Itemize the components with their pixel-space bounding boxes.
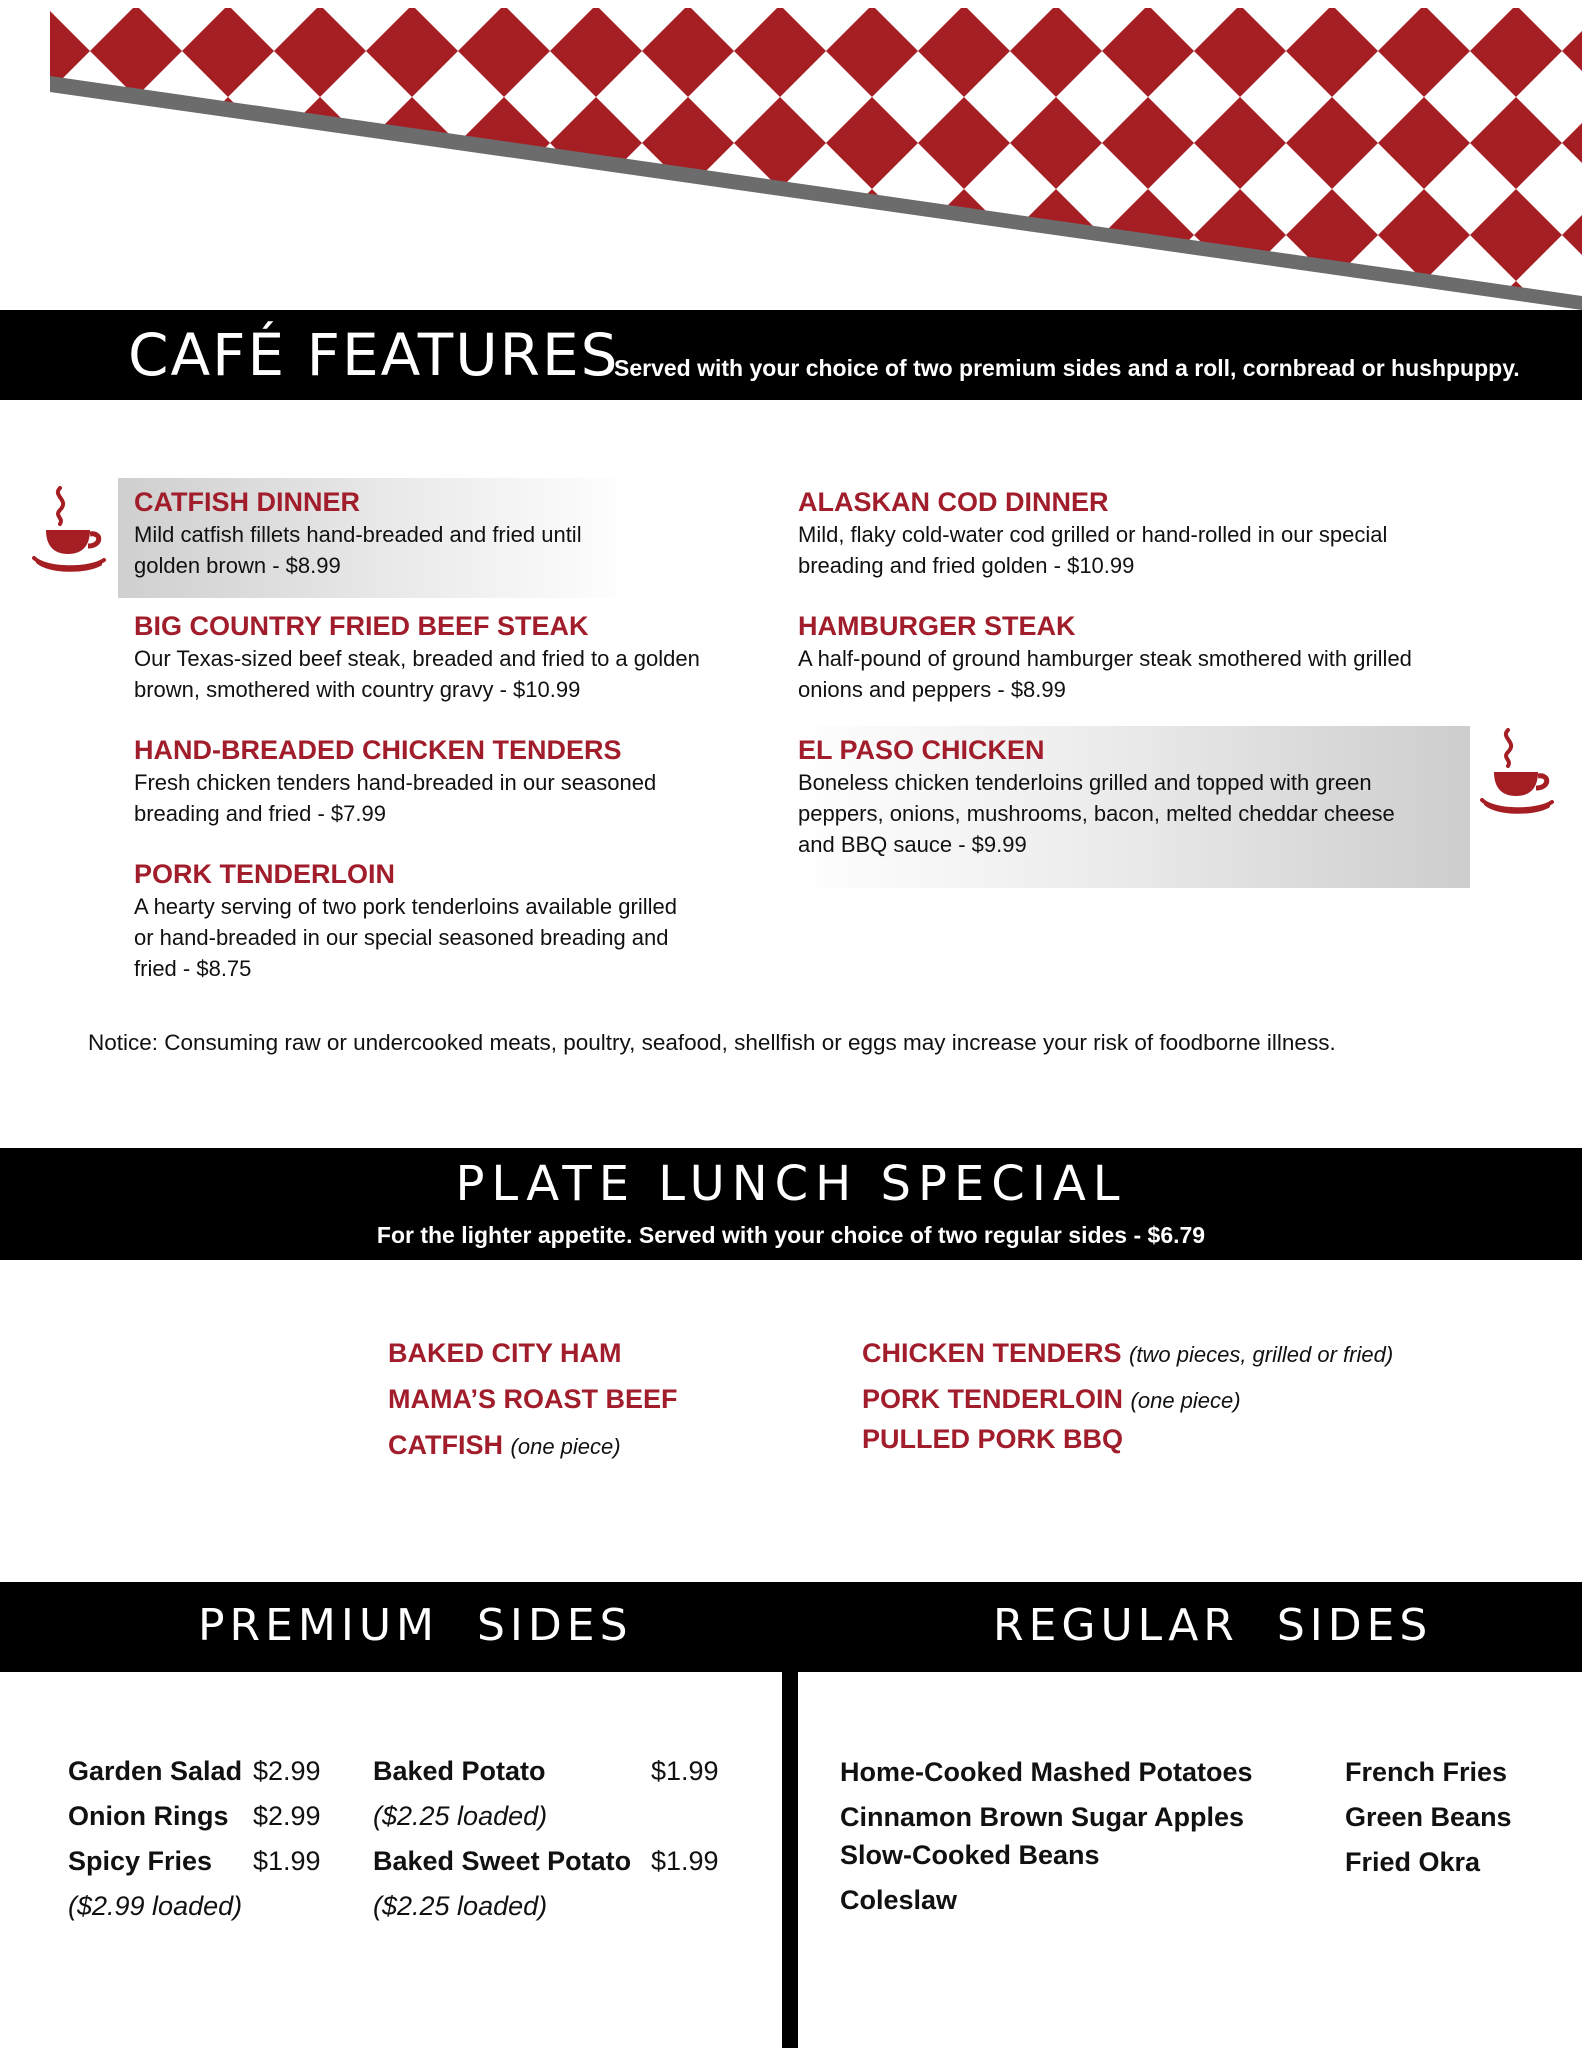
side-loaded-price: ($2.99 loaded) <box>68 1891 243 1921</box>
sides-header <box>0 1582 1582 1672</box>
side-price: $1.99 <box>651 1756 719 1786</box>
menu-item-pork-tenderloin <box>134 857 774 984</box>
plate-item-name: PORK TENDERLOIN <box>862 1384 1124 1414</box>
item-description: Our Texas-sized beef steak, breaded and fried to a golden <box>134 646 700 671</box>
item-description: onions and peppers - $8.99 <box>798 677 1066 702</box>
menu-item-country-fried-steak <box>134 609 774 705</box>
side-loaded-price: ($2.25 loaded) <box>373 1801 548 1831</box>
item-description: breading and fried golden - $10.99 <box>798 553 1135 578</box>
plate-item-name: MAMA’S ROAST BEEF <box>388 1384 678 1414</box>
menu-item-catfish-dinner <box>134 485 774 581</box>
plate-lunch-header <box>0 1148 1582 1260</box>
side-baked-potato: Baked Potato <box>373 1756 546 1786</box>
item-description: brown, smothered with country gravy - $10.99 <box>134 677 581 702</box>
plate-item-roast-beef <box>388 1384 678 1415</box>
item-description: A half-pound of ground hamburger steak smothered with grilled <box>798 646 1412 671</box>
plate-item-pork-tenderloin <box>862 1384 1241 1415</box>
item-description: peppers, onions, mushrooms, bacon, melted cheddar cheese <box>798 801 1395 826</box>
regular-sides-title: REGULAR SIDES <box>993 1600 1433 1651</box>
item-description: Fresh chicken tenders hand-breaded in our seasoned <box>134 770 657 795</box>
item-description: and BBQ sauce - $9.99 <box>798 832 1027 857</box>
plate-item-note: (two pieces, grilled or fried) <box>1129 1342 1394 1367</box>
plate-item-name: CHICKEN TENDERS <box>862 1338 1122 1368</box>
side-fried-okra: Fried Okra <box>1345 1847 1481 1877</box>
side-garden-salad: Garden Salad <box>68 1756 243 1786</box>
item-description: or hand-breaded in our special seasoned breading and <box>134 925 669 950</box>
cafe-features-subtitle: Served with your choice of two premium sides and a roll, cornbread or hushpuppy. <box>614 355 1520 381</box>
item-name: HAMBURGER STEAK <box>798 611 1076 641</box>
plate-lunch-subtitle: For the lighter appetite. Served with your choice of two regular sides - $6.79 <box>376 1222 1206 1248</box>
side-onion-rings: Onion Rings <box>68 1801 229 1831</box>
side-spicy-fries: Spicy Fries <box>68 1846 213 1876</box>
plate-item-baked-city-ham <box>388 1338 622 1369</box>
coffee-cup-icon <box>30 482 108 574</box>
side-loaded-price: ($2.25 loaded) <box>373 1891 548 1921</box>
item-description: A hearty serving of two pork tenderloins available grilled <box>134 894 677 919</box>
side-price: $1.99 <box>253 1846 321 1876</box>
coffee-cup-icon <box>1478 724 1556 816</box>
plate-item-note: (one piece) <box>1130 1388 1241 1413</box>
cafe-features-header <box>0 310 1582 400</box>
side-price: $1.99 <box>651 1846 719 1876</box>
plate-item-name: CATFISH <box>388 1430 503 1460</box>
side-price: $2.99 <box>253 1756 321 1786</box>
item-name: CATFISH DINNER <box>134 487 360 517</box>
item-description: breading and fried - $7.99 <box>134 801 386 826</box>
sides-divider <box>782 1670 798 2048</box>
plate-lunch-title: PLATE LUNCH SPECIAL <box>455 1156 1127 1212</box>
item-description: Mild, flaky cold-water cod grilled or hand-rolled in our special <box>798 522 1388 547</box>
side-french-fries: French Fries <box>1345 1757 1508 1787</box>
side-green-beans: Green Beans <box>1345 1802 1512 1832</box>
item-name: PORK TENDERLOIN <box>134 859 396 889</box>
plate-item-note: (one piece) <box>510 1434 621 1459</box>
side-slow-cooked-beans: Slow-Cooked Beans <box>840 1840 1100 1870</box>
item-name: EL PASO CHICKEN <box>798 735 1045 765</box>
menu-item-hamburger-steak <box>798 609 1498 705</box>
plate-item-pulled-pork-bbq <box>862 1424 1123 1455</box>
side-price: $2.99 <box>253 1801 321 1831</box>
item-description: golden brown - $8.99 <box>134 553 341 578</box>
plate-item-chicken-tenders <box>862 1338 1393 1369</box>
item-description: Boneless chicken tenderloins grilled and topped with green <box>798 770 1372 795</box>
food-safety-notice: Notice: Consuming raw or undercooked meats, poultry, seafood, shellfish or eggs may increase your risk of foodborne illness. <box>88 1030 1336 1055</box>
menu-item-el-paso-chicken <box>798 733 1468 860</box>
plate-item-name: PULLED PORK BBQ <box>862 1424 1124 1454</box>
menu-item-alaskan-cod <box>798 485 1498 581</box>
item-description: Mild catfish fillets hand-breaded and fried until <box>134 522 582 547</box>
plate-item-catfish <box>388 1430 621 1461</box>
side-mashed-potatoes: Home-Cooked Mashed Potatoes <box>840 1757 1253 1787</box>
premium-sides-title: PREMIUM SIDES <box>198 1600 633 1651</box>
side-cinnamon-apples: Cinnamon Brown Sugar Apples <box>840 1802 1245 1832</box>
side-baked-sweet-potato: Baked Sweet Potato <box>373 1846 632 1876</box>
plate-item-name: BAKED CITY HAM <box>388 1338 622 1368</box>
side-coleslaw: Coleslaw <box>840 1885 958 1915</box>
item-name: BIG COUNTRY FRIED BEEF STEAK <box>134 611 589 641</box>
item-name: HAND-BREADED CHICKEN TENDERS <box>134 735 622 765</box>
checkered-banner <box>0 0 1582 320</box>
item-name: ALASKAN COD DINNER <box>798 487 1109 517</box>
menu-item-chicken-tenders <box>134 733 774 829</box>
cafe-features-title: CAFÉ FEATURES <box>128 321 620 389</box>
item-description: fried - $8.75 <box>134 956 252 981</box>
